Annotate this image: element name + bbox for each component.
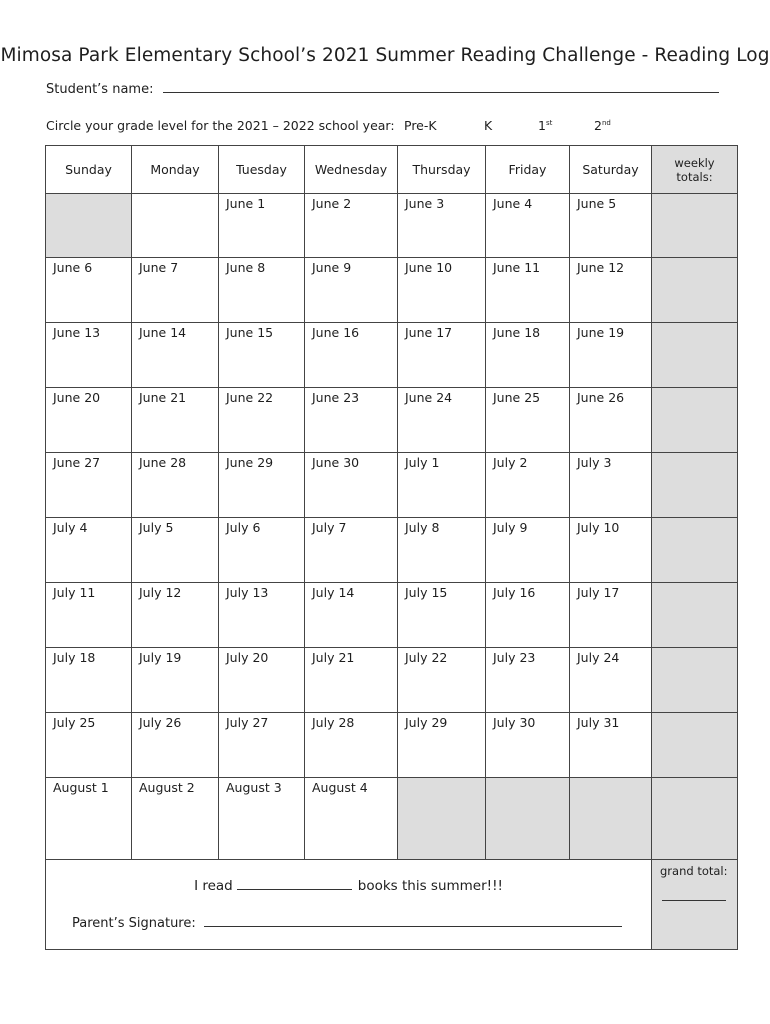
header-monday: Monday [132,146,219,194]
day-cell-tuesday[interactable]: June 15 [219,323,305,388]
weekly-total-cell[interactable] [652,648,738,713]
day-cell-monday[interactable]: July 12 [132,583,219,648]
reading-log-calendar [45,145,738,950]
day-cell-wednesday[interactable]: June 16 [305,323,398,388]
day-cell-tuesday[interactable]: July 20 [219,648,305,713]
day-cell-tuesday[interactable]: June 22 [219,388,305,453]
empty-day-cell [132,194,219,258]
day-cell-saturday[interactable]: July 10 [570,518,652,583]
day-cell-monday[interactable]: July 26 [132,713,219,778]
day-cell-thursday[interactable]: June 24 [398,388,486,453]
day-cell-tuesday[interactable]: July 13 [219,583,305,648]
day-cell-saturday[interactable]: July 31 [570,713,652,778]
day-cell-friday[interactable]: July 2 [486,453,570,518]
weekly-total-cell[interactable] [652,583,738,648]
week-row [46,778,738,860]
empty-day-cell [46,194,132,258]
day-cell-wednesday[interactable]: July 21 [305,648,398,713]
day-cell-tuesday[interactable]: June 8 [219,258,305,323]
day-cell-saturday[interactable]: July 24 [570,648,652,713]
day-cell-saturday[interactable]: June 19 [570,323,652,388]
week-row [46,323,738,388]
day-cell-friday[interactable]: July 30 [486,713,570,778]
week-row [46,583,738,648]
day-cell-saturday[interactable]: June 5 [570,194,652,258]
parent-signature-field[interactable] [204,915,622,927]
weekly-total-cell[interactable] [652,388,738,453]
grade-option-prek[interactable]: Pre-K [404,118,437,133]
parent-signature-line: Parent’s Signature: [72,915,622,931]
weekly-total-cell[interactable] [652,778,738,860]
day-cell-sunday[interactable]: July 4 [46,518,132,583]
day-cell-wednesday[interactable]: June 2 [305,194,398,258]
day-cell-friday[interactable]: July 23 [486,648,570,713]
day-cell-wednesday[interactable]: July 14 [305,583,398,648]
day-cell-monday[interactable]: June 28 [132,453,219,518]
weekly-total-cell[interactable] [652,518,738,583]
day-cell-sunday[interactable]: June 13 [46,323,132,388]
empty-day-cell [570,778,652,860]
day-cell-sunday[interactable]: June 20 [46,388,132,453]
day-cell-tuesday[interactable]: August 3 [219,778,305,860]
day-cell-monday[interactable]: July 19 [132,648,219,713]
header-tuesday: Tuesday [219,146,305,194]
header-thursday: Thursday [398,146,486,194]
day-cell-friday[interactable]: July 16 [486,583,570,648]
day-cell-thursday[interactable]: July 1 [398,453,486,518]
day-cell-thursday[interactable]: July 29 [398,713,486,778]
day-cell-saturday[interactable]: July 17 [570,583,652,648]
day-cell-monday[interactable]: June 21 [132,388,219,453]
day-cell-sunday[interactable]: July 18 [46,648,132,713]
weekly-total-cell[interactable] [652,453,738,518]
day-cell-sunday[interactable]: July 25 [46,713,132,778]
day-cell-monday[interactable]: August 2 [132,778,219,860]
weekly-total-cell[interactable] [652,713,738,778]
day-cell-friday[interactable]: June 11 [486,258,570,323]
week-row [46,194,738,258]
weekly-total-cell[interactable] [652,258,738,323]
day-cell-thursday[interactable]: June 17 [398,323,486,388]
header-saturday: Saturday [570,146,652,194]
header-wednesday: Wednesday [305,146,398,194]
grand-total-cell [652,860,738,950]
grade-option-2nd[interactable]: 2nd [594,118,611,133]
day-cell-saturday[interactable]: June 26 [570,388,652,453]
grade-option-1st[interactable]: 1st [538,118,553,133]
student-name-field[interactable] [163,80,719,93]
day-cell-wednesday[interactable]: August 4 [305,778,398,860]
empty-day-cell [486,778,570,860]
weekly-total-cell[interactable] [652,194,738,258]
day-cell-monday[interactable]: July 5 [132,518,219,583]
day-cell-thursday[interactable]: June 3 [398,194,486,258]
week-row [46,518,738,583]
day-cell-thursday[interactable]: July 22 [398,648,486,713]
day-cell-thursday[interactable]: June 10 [398,258,486,323]
day-cell-tuesday[interactable]: June 1 [219,194,305,258]
books-read-line: I read books this summer!!! [194,878,503,894]
student-name-label: Student’s name: [46,82,154,97]
week-row [46,713,738,778]
grand-total-label: grand total: [660,864,728,878]
grade-level-row [46,118,611,133]
day-cell-tuesday[interactable]: July 27 [219,713,305,778]
day-cell-sunday[interactable]: June 6 [46,258,132,323]
day-cell-friday[interactable]: June 25 [486,388,570,453]
grade-option-k[interactable]: K [484,118,493,133]
day-cell-thursday[interactable]: July 8 [398,518,486,583]
day-cell-thursday[interactable]: July 15 [398,583,486,648]
header-friday: Friday [486,146,570,194]
week-row [46,388,738,453]
day-cell-saturday[interactable]: July 3 [570,453,652,518]
day-cell-monday[interactable]: June 14 [132,323,219,388]
grade-prompt: Circle your grade level for the 2021 – 2022 school year: [46,118,395,133]
day-cell-saturday[interactable]: June 12 [570,258,652,323]
day-cell-tuesday[interactable]: July 6 [219,518,305,583]
day-cell-wednesday[interactable]: June 30 [305,453,398,518]
page-title: Mimosa Park Elementary School’s 2021 Summer Reading Challenge - Reading Log [0,45,770,66]
weekly-total-cell[interactable] [652,323,738,388]
student-name-row [46,80,719,97]
day-cell-sunday[interactable]: August 1 [46,778,132,860]
header-weekly-totals: weekly totals: [652,146,738,194]
day-cell-friday[interactable]: June 4 [486,194,570,258]
summary-box [46,860,652,950]
week-row [46,453,738,518]
day-cell-friday[interactable]: July 9 [486,518,570,583]
day-cell-monday[interactable]: June 7 [132,258,219,323]
day-cell-tuesday[interactable]: June 29 [219,453,305,518]
day-cell-friday[interactable]: June 18 [486,323,570,388]
day-cell-wednesday[interactable]: July 7 [305,518,398,583]
weekday-header-row [46,146,738,194]
empty-day-cell [398,778,486,860]
summary-row [46,860,738,950]
day-cell-wednesday[interactable]: June 9 [305,258,398,323]
header-sunday: Sunday [46,146,132,194]
day-cell-wednesday[interactable]: July 28 [305,713,398,778]
day-cell-sunday[interactable]: July 11 [46,583,132,648]
week-row [46,648,738,713]
grand-total-field[interactable] [662,900,726,901]
week-row [46,258,738,323]
day-cell-sunday[interactable]: June 27 [46,453,132,518]
day-cell-wednesday[interactable]: June 23 [305,388,398,453]
books-read-field[interactable] [237,878,352,890]
